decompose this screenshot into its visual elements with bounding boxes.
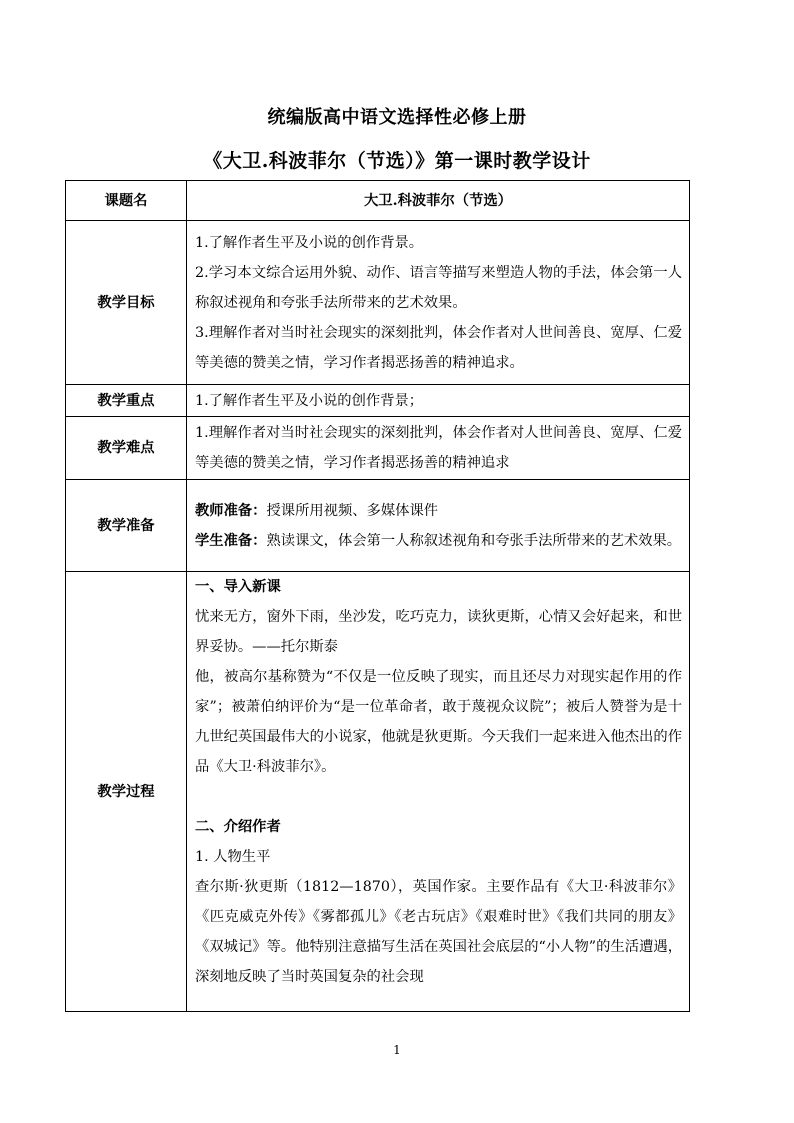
author-subheading: 1. 人物生平 [195,849,271,865]
teacher-preparation-label: 教师准备： [195,502,267,519]
table-row-preparation [66,480,690,572]
key-points-cell [187,385,690,417]
document-title: 统编版高中语文选择性必修上册 [267,107,527,128]
row-label-preparation: 教学准备 [66,480,187,572]
preparation-cell [187,480,690,572]
lesson-topic: 大卫.科波菲尔（节选） [187,181,690,221]
lesson-plan-table [65,180,690,1012]
objective-item: 1.了解作者生平及小说的创作背景。 [195,234,424,251]
table-row-topic [66,181,690,221]
section-heading-intro: 一、导入新课 [195,579,281,595]
objectives-cell [187,221,690,385]
section-heading-author: 二、介绍作者 [195,819,281,835]
author-biography: 查尔斯·狄更斯（1812—1870），英国作家。主要作品有《大卫·科波菲尔》《匹克威克外传》《雾都孤儿》《老古玩店》《艰难时世》《我们共同的朋友》《双城记》等。他特别注意描写生活在英国社会底层的“小人物”的生活遭遇，深刻地反映了当时英国复杂的社会现 [195,879,682,985]
table-row-objectives [66,221,690,385]
student-preparation-label: 学生准备： [195,532,267,549]
row-label-topic: 课题名 [66,181,187,221]
table-row-key-points [66,385,690,417]
objective-item: 2.学习本文综合运用外貌、动作、语言等描写来塑造人物的手法，体会第一人称叙述视角和夸张手法所带来的艺术效果。 [195,264,682,311]
row-label-objectives: 教学目标 [66,221,187,385]
intro-paragraph: 他，被高尔基称赞为“不仅是一位反映了现实，而且还尽力对现实起作用的作家”；被萧伯纳评价为“是一位革命者，敢于蔑视众议院”；被后人赞誉为是十九世纪英国最伟大的小说家，他就是狄更斯。今天我们一起来进入他杰出的作品《大卫·科波菲尔》。 [195,669,682,775]
difficulty-item: 1.理解作者对当时社会现实的深刻批判，体会作者对人世间善良、宽厚、仁爱等美德的赞美之情，学习作者揭恶扬善的精神追求 [195,425,682,471]
table-row-difficulties [66,417,690,480]
table-row-process [66,572,690,1012]
row-label-difficulties: 教学难点 [66,417,187,480]
document-subtitle: 《大卫.科波菲尔（节选）》第一课时教学设计 [203,150,591,172]
key-point-item: 1.了解作者生平及小说的创作背景； [195,392,424,409]
intro-quote: 忧来无方，窗外下雨，坐沙发，吃巧克力，读狄更斯，心情又会好起来，和世界妥协。——托尔斯泰 [195,609,682,655]
row-label-process: 教学过程 [66,572,187,1012]
process-cell [187,572,690,1012]
student-preparation [195,526,682,556]
student-preparation-text: 熟读课文，体会第一人称叙述视角和夸张手法所带来的艺术效果。 [266,532,682,549]
teacher-preparation [195,496,682,526]
page-number: 1 [393,1043,401,1057]
objective-item: 3.理解作者对当时社会现实的深刻批判，体会作者对人世间善良、宽厚、仁爱等美德的赞美之情，学习作者揭恶扬善的精神追求。 [195,324,682,371]
row-label-key-points: 教学重点 [66,385,187,417]
teacher-preparation-text: 授课所用视频、多媒体课件 [266,502,439,519]
blank-line [195,782,682,812]
difficulties-cell [187,417,690,480]
